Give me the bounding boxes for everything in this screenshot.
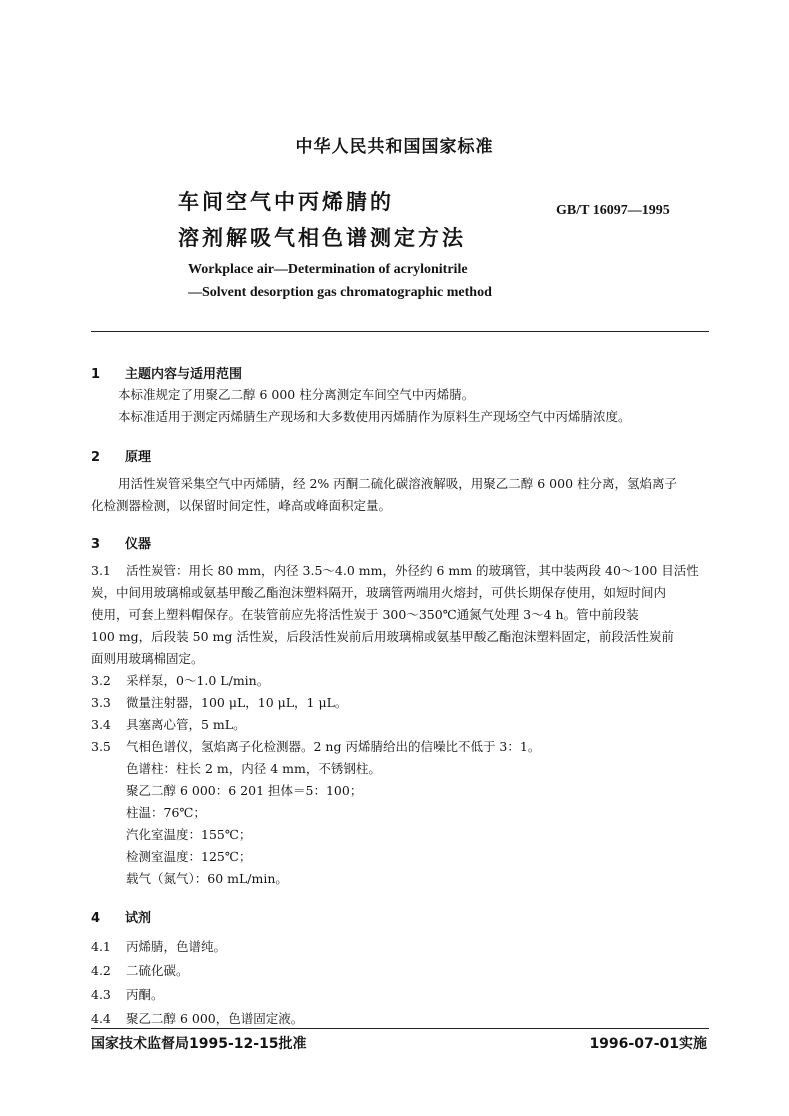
item-3-4 [91,715,246,733]
item-3-3 [91,693,347,711]
item-number: 3.5 [91,739,111,754]
item-text: 采样泵，0～1.0 L/min。 [126,673,270,688]
item-3-2 [91,671,269,689]
carrier-gas-flow: 载气（氮气）：60 mL/min。 [126,871,288,886]
item-3-1-line-5: 面则用玻璃棉固定。 [91,651,204,666]
item-text: 聚乙二醇 6 000，色谱固定液。 [126,1011,304,1026]
item-3-1-line-3: 使用，可套上塑料帽保存。在装管前应先将活性炭于 300～350℃通氮气处理 3～4 h。管中前段装 [91,607,639,622]
item-4-2 [91,961,189,979]
section-1-paragraph-1: 本标准规定了用聚乙二醇 6 000 柱分离测定车间空气中丙烯腈。 [118,387,475,402]
item-3-5 [91,737,540,755]
section-2-line-2: 化检测器检测，以保留时间定性，峰高或峰面积定量。 [91,498,392,513]
header-divider [91,331,709,332]
item-4-3 [91,985,164,1003]
item-number: 3.2 [91,673,111,688]
column-temperature: 柱温：76℃； [126,805,206,820]
section-1-heading [91,363,242,382]
item-number: 3.1 [91,563,111,578]
item-number: 3.3 [91,695,111,710]
section-number: 3 [91,537,101,552]
item-text: 具塞离心管，5 mL。 [126,717,246,732]
section-number: 4 [91,911,101,926]
section-title: 仪器 [125,537,152,552]
item-3-1-line-4: 100 mg，后段装 50 mg 活性炭，后段活性炭前后用玻璃棉或氨基甲酸乙酯泡沫塑料固定，前段活性炭前 [91,629,674,644]
approval-date: 国家技术监督局1995-12-15批准 [91,1036,307,1052]
item-number: 3.4 [91,717,111,732]
document-title-line-1: 车间空气中丙烯腈的 [178,190,394,214]
item-text: 二硫化碳。 [126,963,189,978]
stationary-phase-spec: 聚乙二醇 6 000：6 201 担体＝5：100； [126,783,363,798]
implementation-date: 1996-07-01实施 [589,1036,707,1052]
item-text: 丙烯腈，色谱纯。 [126,939,227,954]
item-number: 4.3 [91,987,111,1002]
item-text: 气相色谱仪，氢焰离子化检测器。2 ng 丙烯腈给出的信噪比不低于 3：1。 [126,739,541,754]
document-title-line-2: 溶剂解吸气相色谱测定方法 [178,226,466,250]
item-number: 4.4 [91,1011,111,1026]
item-3-1-line-2: 炭，中间用玻璃棉或氨基甲酸乙酯泡沫塑料隔开，玻璃管两端用火熔封，可供长期保存使用，如短时间内 [91,585,667,600]
english-title-line-2: —Solvent desorption gas chromatographic method [188,285,492,300]
item-3-1 [91,561,699,579]
standard-code: GB/T 16097—1995 [556,203,670,218]
item-number: 4.1 [91,939,111,954]
item-text: 微量注射器，100 μL，10 μL，1 μL。 [126,695,348,710]
section-1-paragraph-2: 本标准适用于测定丙烯腈生产现场和大多数使用丙烯腈作为原料生产现场空气中丙烯腈浓度。 [118,409,631,424]
detector-temperature: 检测室温度：125℃； [126,849,252,864]
vaporizer-temperature: 汽化室温度：155℃； [126,827,252,842]
item-text: 活性炭管：用长 80 mm，内径 3.5～4.0 mm，外径约 6 mm 的玻璃管，其中装两段 40～100 目活性 [126,563,699,578]
item-4-1 [91,937,226,955]
standard-type-heading: 中华人民共和国国家标准 [295,137,494,157]
section-title: 主题内容与适用范围 [125,367,243,382]
item-number: 4.2 [91,963,111,978]
section-number: 1 [91,367,101,382]
section-2-heading [91,446,151,465]
section-4-heading [91,907,151,926]
column-spec: 色谱柱：柱长 2 m，内径 4 mm，不锈钢柱。 [126,761,381,776]
english-title-line-1: Workplace air—Determination of acrylonitrile [188,262,468,277]
footer-divider [91,1028,709,1029]
section-2-line-1: 用活性炭管采集空气中丙烯腈，经 2% 丙酮二硫化碳溶液解吸，用聚乙二醇 6 000 柱分离，氢焰离子 [118,476,678,491]
item-4-4 [91,1009,303,1027]
section-number: 2 [91,450,101,465]
section-3-heading [91,533,151,552]
item-text: 丙酮。 [126,987,164,1002]
section-title: 原理 [125,450,152,465]
section-title: 试剂 [125,911,152,926]
